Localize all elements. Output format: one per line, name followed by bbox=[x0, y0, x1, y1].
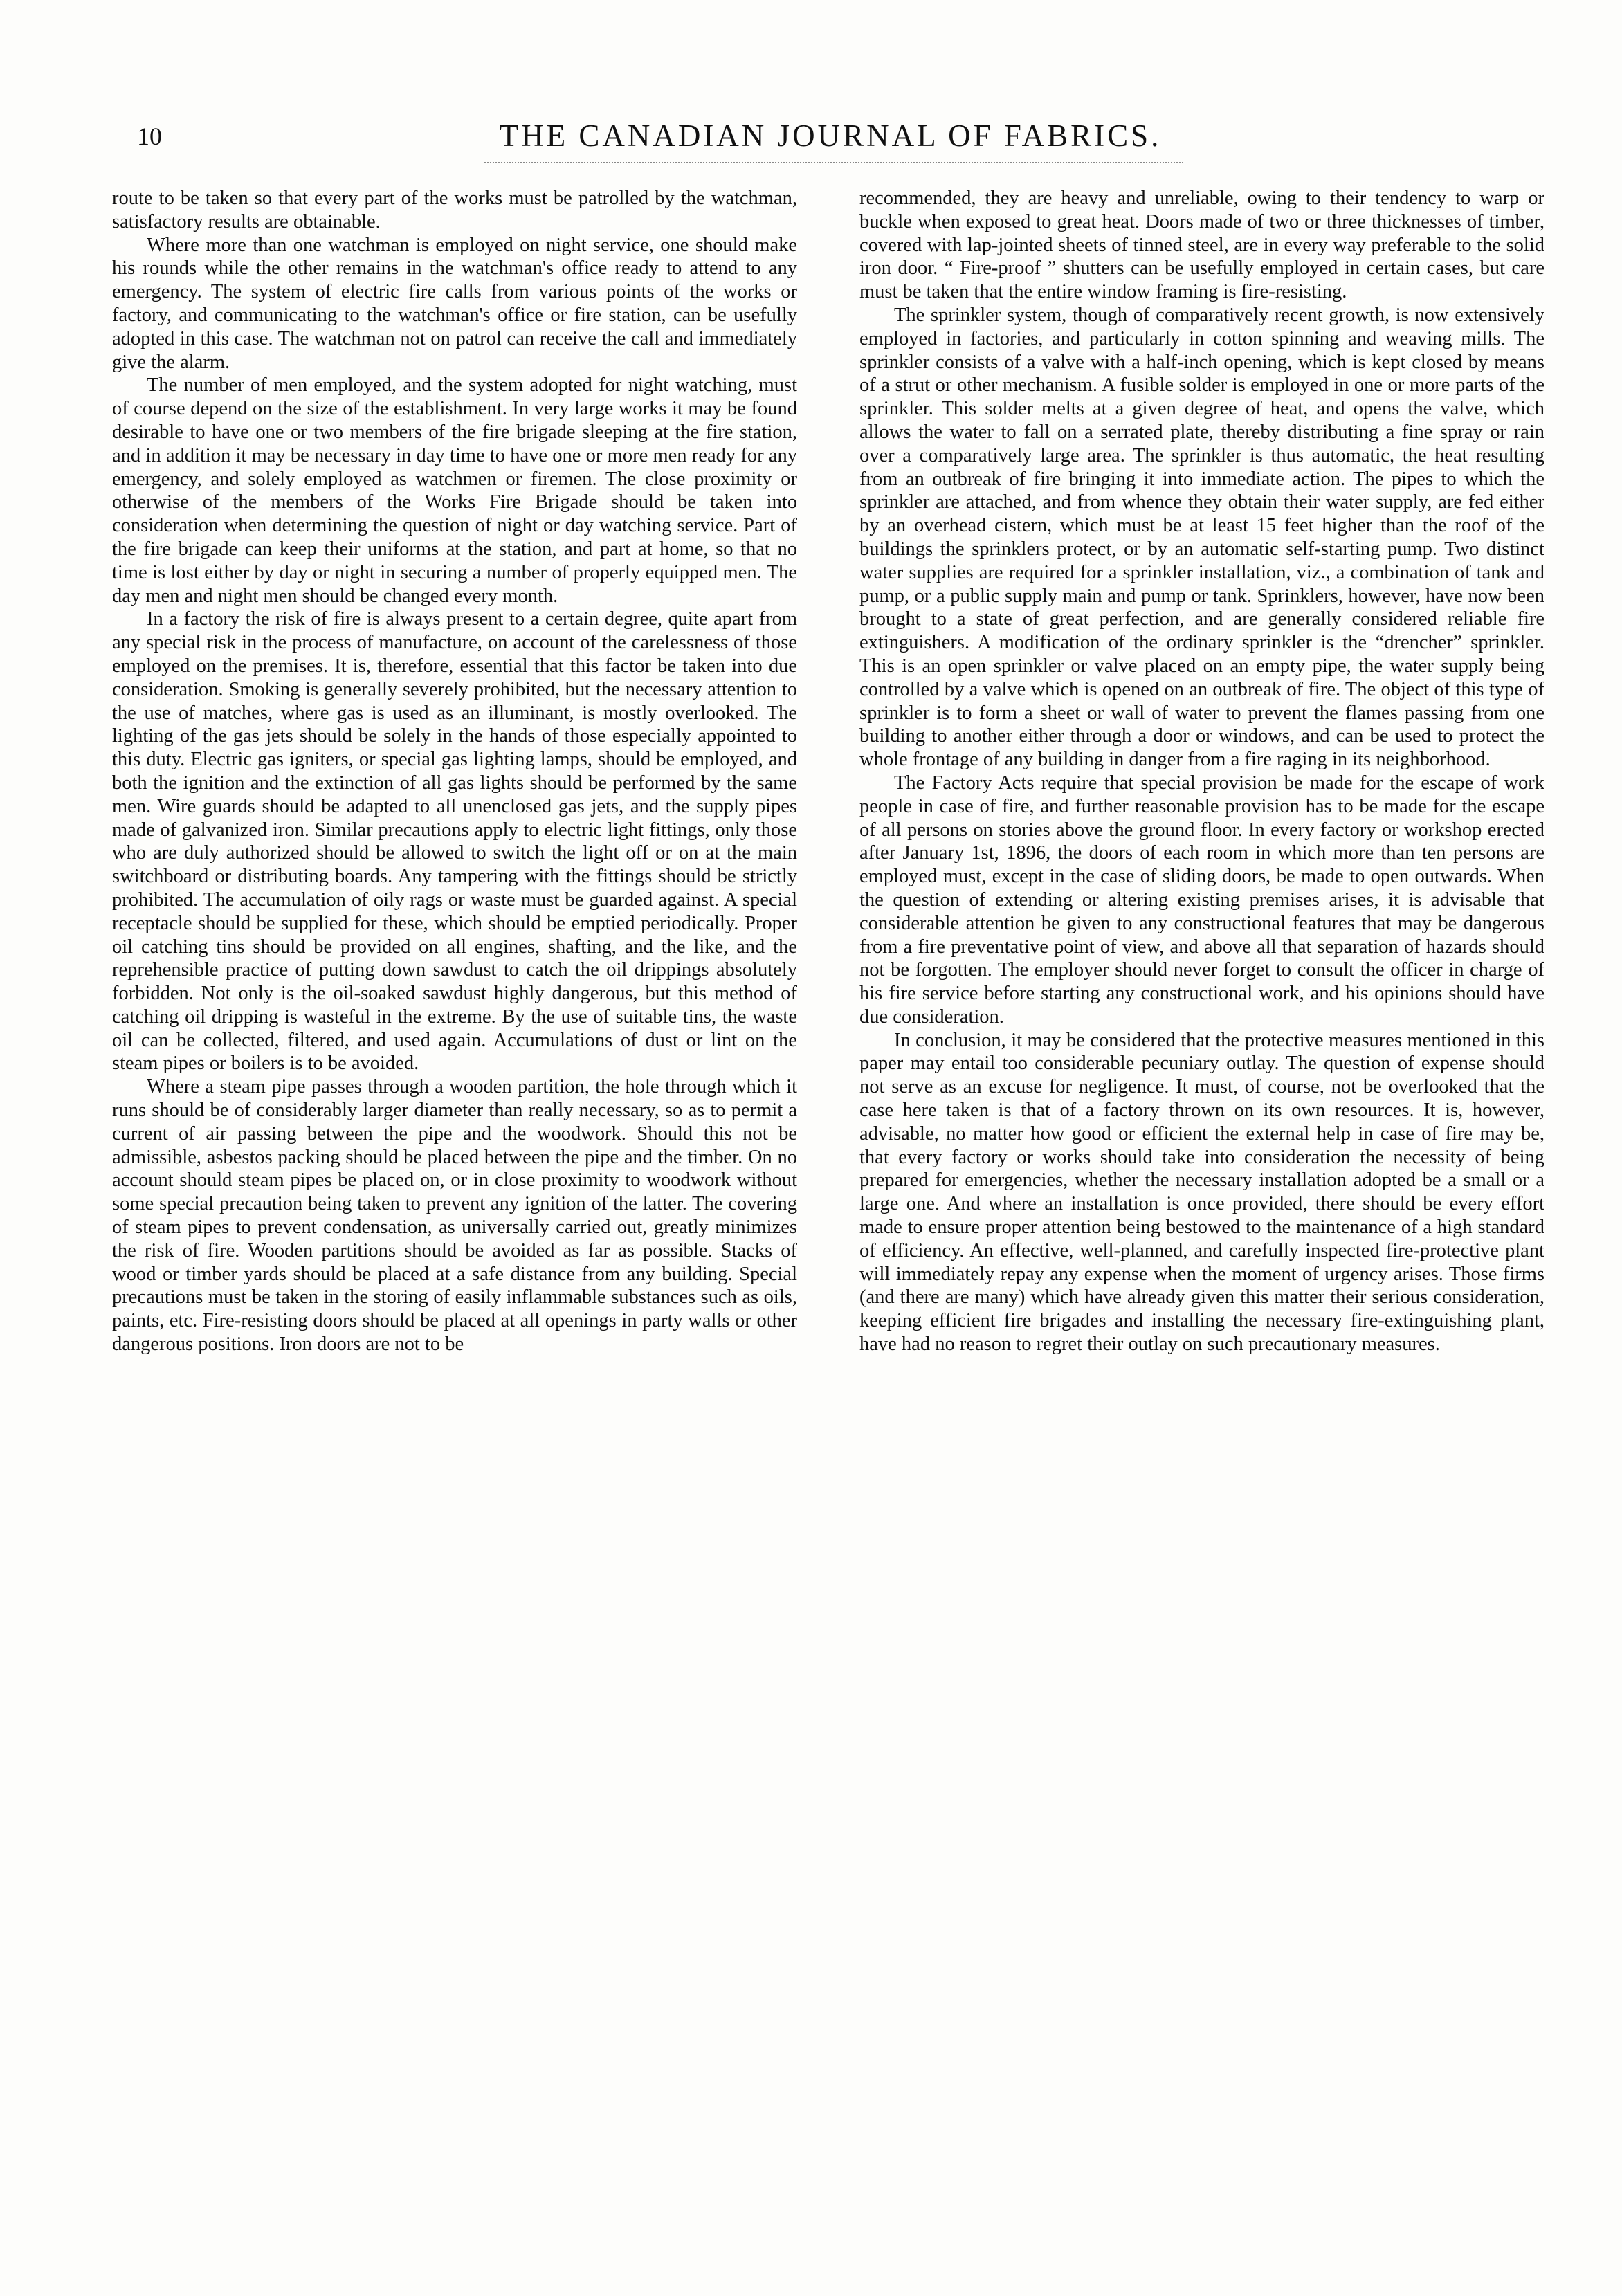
left-column bbox=[112, 187, 797, 1356]
paragraph: The number of men employed, and the system adopted for night watching, must of course depend on the size of the establishment. In very large works it may be found desirable to have one or two members of the fire brigade sleeping at the fire station, and in addition it may be necessary in day time to have one or more men ready for any emergency, and solely employed as watchmen or firemen. The close proximity or otherwise of the members of the Works Fire Brigade should be taken into consideration when determining the question of night or day watching service. Part of the fire brigade can keep their uniforms at the station, and part at home, so that no time is lost either by day or night in securing a number of properly equipped men. The day men and night men should be changed every month. bbox=[112, 374, 797, 607]
right-column bbox=[859, 187, 1544, 1356]
paragraph: route to be taken so that every part of the works must be patrolled by the watchman, satisfactory results are obtainable. bbox=[112, 188, 797, 233]
paragraph: The Factory Acts require that special provision be made for the escape of work people in case of fire, and further reasonable provision has to be made for the escape of all persons on stories above the ground floor. In every factory or workshop erected after January 1st, 1896, the doors of each room in which more than ten persons are employed must, except in the case of sliding doors, be made to open outwards. When the question of extending or altering existing premises arises, it is advisable that considerable attention be given to any constructional features that may be dangerous from a fire preventative point of view, and above all that separation of hazards should not be forgotten. The employer should never forget to consult the officer in charge of his fire service before starting any constructional work, and his opinions should have due consideration. bbox=[859, 772, 1544, 1028]
paragraph: In a factory the risk of fire is always present to a certain degree, quite apart from any special risk in the process of manufacture, on account of the carelessness of those employed on the premises. It is, therefore, essential that this factor be taken into due consideration. Smoking is generally severely prohibited, but the necessary attention to the use of matches, where gas is used as an illuminant, is mostly overlooked. The lighting of the gas jets should be solely in the hands of those especially appointed to this duty. Electric gas igniters, or special gas lighting lamps, should be employed, and both the ignition and the extinction of all gas lights should be performed by the same men. Wire guards should be adapted to all unenclosed gas jets, and the supply pipes made of galvanized iron. Similar precautions apply to electric light fittings, only those who are duly authorized should be allowed to switch the light off or on at the main switchboard or distributing boards. Any tampering with the fittings should be strictly prohibited. The accumulation of oily rags or waste must be guarded against. A special receptacle should be supplied for these, which should be emptied periodically. Proper oil catching tins should be provided on all engines, shafting, and the like, and the reprehensible practice of putting down sawdust to catch the oil drippings absolutely forbidden. Not only is the oil-soaked sawdust highly dangerous, but this method of catching oil dripping is wasteful in the extreme. By the use of suitable tins, the waste oil can be collected, filtered, and used again. Accumulations of dust or lint on the steam pipes or boilers is to be avoided. bbox=[112, 608, 797, 1075]
header-rule bbox=[484, 162, 1183, 163]
paragraph: The sprinkler system, though of comparatively recent growth, is now extensively employed in factories, and particularly in cotton spinning and weaving mills. The sprinkler consists of a valve with a half-inch opening, which is kept closed by means of a strut or other mechanism. A fusible solder is employed in one or more parts of the sprinkler. This solder melts at a given degree of heat, and opens the valve, which allows the water to fall on a serrated plate, thereby distributing a fine spray or rain over a comparatively large area. The sprinkler is thus automatic, the heat resulting from an outbreak of fire bringing it into immediate action. The pipes to which the sprinkler are attached, and from whence they obtain their water supply, are fed either by an overhead cistern, which must be at least 15 feet higher than the roof of the buildings the sprinklers protect, or by an automatic self-starting pump. Two distinct water supplies are required for a sprinkler installation, viz., a combination of tank and pump, or a public supply main and pump or tank. Sprinklers, however, have now been brought to a state of great perfection, and are generally considered reliable fire extinguishers. A modification of the ordinary sprinkler is the “drencher” sprinkler. This is an open sprinkler or valve placed on an empty pipe, the water supply being controlled by a valve which is opened on an outbreak of fire. The object of this type of sprinkler is to form a sheet or wall of water to prevent the flames passing from one building to another either through a door or windows, and can be used to protect the whole frontage of any building in danger from a fire raging in its neighborhood. bbox=[859, 304, 1544, 771]
paragraph: recommended, they are heavy and unreliable, owing to their tendency to warp or buckle when exposed to great heat. Doors made of two or three thicknesses of timber, covered with lap-jointed sheets of tinned steel, are in every way preferable to the solid iron door. “ Fire-proof ” shutters can be usefully employed in certain cases, but care must be taken that the entire window framing is fire-resisting. bbox=[859, 188, 1544, 303]
paragraph: In conclusion, it may be considered that the protective measures mentioned in this paper may entail too considerable pecuniary outlay. The question of expense should not serve as an excuse for negligence. It must, of course, not be overlooked that the case here taken is that of a factory thrown on its own resources. It is, however, advisable, no matter how good or efficient the external help in case of fire may be, that every factory or works should take into consideration the necessity of being prepared for emergencies, whether the necessary installation adopted be a small or a large one. And where an installation is once provided, there should be every effort made to ensure proper attention being bestowed to the maintenance of a high standard of efficiency. An effective, well-planned, and carefully inspected fire-protective plant will immediately repay any expense when the moment of urgency arises. Those firms (and there are many) which have already given this matter their serious consideration, keeping efficient fire brigades and installing the necessary fire-extinguishing plant, have had no reason to regret their outlay on such precautionary measures. bbox=[859, 1029, 1544, 1356]
paragraph: Where a steam pipe passes through a wooden partition, the hole through which it runs should be of considerably larger diameter than really necessary, so as to permit a current of air passing between the pipe and the woodwork. Should this not be admissible, asbestos packing should be placed between the pipe and the timber. On no account should steam pipes be placed on, or in close proximity to woodwork without some special precaution being taken to prevent any ignition of the latter. The covering of steam pipes to prevent condensation, as universally carried out, greatly minimizes the risk of fire. Wooden partitions should be avoided as far as possible. Stacks of wood or timber yards should be placed at a safe distance from any building. Special precautions must be taken in the storing of easily inflammable substances such as oils, paints, etc. Fire-resisting doors should be placed at all openings in party walls or other dangerous positions. Iron doors are not to be bbox=[112, 1076, 797, 1356]
paragraph: Where more than one watchman is employed on night service, one should make his rounds while the other remains in the watchman's office ready to attend to any emergency. The system of electric fire calls from various points of the works or factory, and communicating to the watchman's office or fire station, can be usefully adopted in this case. The watchman not on patrol can receive the call and immediately give the alarm. bbox=[112, 234, 797, 373]
page-number: 10 bbox=[137, 122, 162, 150]
journal-title: THE CANADIAN JOURNAL OF FABRICS. bbox=[499, 118, 1162, 153]
